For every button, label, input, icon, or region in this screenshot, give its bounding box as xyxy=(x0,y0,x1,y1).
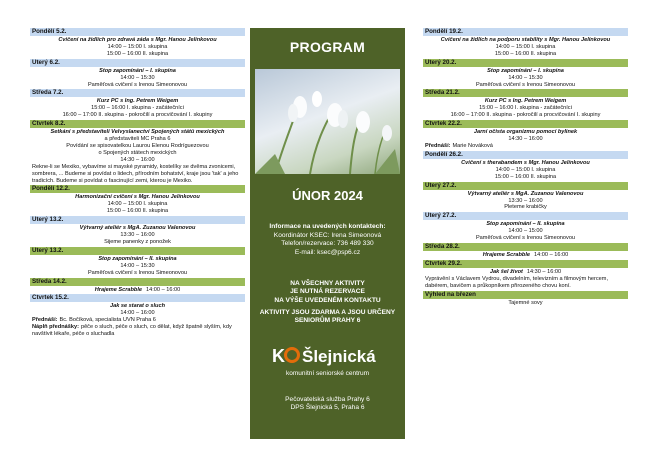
event-title: Kurz PC s Ing. Petrem Weigem xyxy=(96,98,179,105)
event-block xyxy=(423,260,628,291)
event-date: Středa 14.2. xyxy=(30,278,245,286)
event-body xyxy=(423,159,628,182)
event-line: 14:00 – 15:00 I. skupina xyxy=(495,166,556,173)
event-body xyxy=(30,255,245,278)
event-line: Paměťová cvičení s Irenou Simeonovou xyxy=(475,81,576,88)
event-block xyxy=(423,151,628,182)
event-date: Čtvrtek 22.2. xyxy=(423,120,628,128)
event-body xyxy=(30,67,245,90)
event-date: Úterý 13.2. xyxy=(30,247,245,255)
event-date: Úterý 13.2. xyxy=(30,216,245,224)
event-line: 16:00 – 17:00 II. skupina - pokročilí a procvičování I. skupiny xyxy=(62,112,213,119)
contact-info xyxy=(250,223,405,257)
event-title: Jak se starat o sluch xyxy=(109,303,166,310)
event-body xyxy=(30,193,245,216)
event-line: 13:30 – 16:00 xyxy=(120,232,155,239)
event-line: a představiteli MČ Praha 6 xyxy=(104,136,171,143)
event-date: Čtvrtek 8.2. xyxy=(30,120,245,128)
event-time: 14:30 – 16:00 xyxy=(526,268,562,275)
event-title: Setkání s představiteli Velvyslanectví Spojených států mexických xyxy=(50,129,225,136)
event-body xyxy=(423,36,628,59)
event-title: Stop zapomínání – I. skupina xyxy=(99,67,176,74)
notice-line-2: JE NUTNÁ REZERVACE xyxy=(290,288,365,296)
event-body xyxy=(423,190,628,213)
event-block xyxy=(30,216,245,247)
event-line: 14:00 – 15:00 I. skupina xyxy=(107,201,168,208)
event-body xyxy=(423,251,628,260)
event-block xyxy=(423,59,628,90)
event-time: 14:00 – 16:00 xyxy=(534,252,569,259)
notice-line-5: SENIORŮM PRAHY 6 xyxy=(294,317,361,325)
event-title: Výtvarný ateliér s MgA. Zuzanou Valenovou xyxy=(79,225,196,232)
event-line: Paměťová cvičení s Irenou Simeonovou xyxy=(87,269,188,276)
logo-name: Šlejnická xyxy=(302,347,376,366)
reservation-notice xyxy=(250,280,405,305)
event-line: 14:30 – 16:00 xyxy=(120,156,155,163)
event-time: 14:00 – 16:00 xyxy=(146,286,181,293)
event-line: 15:00 – 16:00 II. skupina xyxy=(106,50,169,57)
event-body xyxy=(30,224,245,247)
extra-label: Náplň přednášky: xyxy=(32,324,79,331)
extra-label: Přednáší: xyxy=(425,142,451,149)
event-line: 14:00 – 15:00 xyxy=(508,228,543,235)
event-date: Úterý 27.2. xyxy=(423,212,628,220)
event-date: Pondělí 26.2. xyxy=(423,151,628,159)
event-line: 14:00 – 16:00 xyxy=(120,310,155,317)
event-body xyxy=(30,97,245,120)
phone: Telefon/rezervace: 736 489 330 xyxy=(281,240,374,248)
event-body xyxy=(30,36,245,59)
event-line: 14:30 – 16:00 xyxy=(508,136,543,143)
event-title-row xyxy=(425,269,626,276)
event-title: Cvičení na židlích pro zdravá záda s Mgr. Hanou Jelínkovou xyxy=(58,37,217,43)
svg-text:K: K xyxy=(272,346,285,366)
event-date: Čtvrtek 15.2. xyxy=(30,294,245,302)
event-body xyxy=(423,268,628,291)
event-extra xyxy=(425,143,626,150)
event-body xyxy=(423,128,628,151)
event-body xyxy=(423,67,628,90)
event-block xyxy=(423,120,628,151)
event-title: Jarní očista organizmu pomocí bylinek xyxy=(473,129,578,136)
addr-line-1: Pečovatelská služba Prahy 6 xyxy=(285,396,370,403)
event-date: Pondělí 5.2. xyxy=(30,28,245,36)
event-block xyxy=(30,89,245,120)
right-column xyxy=(423,28,628,308)
event-block xyxy=(30,28,245,59)
event-body xyxy=(423,97,628,120)
event-date: Pondělí 12.2. xyxy=(30,185,245,193)
event-body xyxy=(423,220,628,243)
event-block xyxy=(30,247,245,278)
event-line: 15:00 – 16:00 II. skupina xyxy=(106,208,169,215)
event-body xyxy=(30,302,245,339)
program-title: PROGRAM xyxy=(289,39,366,55)
event-line: 15:00 – 16:00 I. skupina - začátečníci xyxy=(479,105,572,112)
event-line: 15:00 – 16:00 II. skupina xyxy=(494,173,557,180)
event-block xyxy=(423,89,628,120)
notice-line-1: NA VŠECHNY AKTIVITY xyxy=(290,280,365,287)
center-panel xyxy=(250,28,405,439)
event-date: Středa 7.2. xyxy=(30,89,245,97)
event-line: Tajemné sovy xyxy=(508,299,543,306)
event-date: Úterý 6.2. xyxy=(30,59,245,67)
event-line: 16:00 – 17:00 II. skupina - pokročilí a procvičování I. skupiny xyxy=(450,112,601,119)
addr-line-2: DPS Šlejnická 5, Praha 6 xyxy=(290,404,365,412)
event-title: Cvičení na židlích na podporu stability s Mgr. Hanou Jelínkovou xyxy=(440,37,611,43)
event-date: Výhled na březen xyxy=(423,291,628,299)
event-date: Pondělí 19.2. xyxy=(423,28,628,36)
event-line: 14:00 – 15:00 I. skupina xyxy=(495,43,556,50)
event-title-row xyxy=(32,287,243,294)
extra-label: Přednáší: xyxy=(32,317,58,324)
email: E-mail: ksec@psp6.cz xyxy=(294,248,361,256)
event-line: 14:00 – 15:30 xyxy=(120,262,155,269)
event-line: 14:00 – 15:30 xyxy=(120,74,155,81)
event-title: Cvičení s therabandem s Mgr. Hanou Jelínkovou xyxy=(461,159,590,166)
event-title: Jak šel život xyxy=(489,268,523,275)
event-line: Pleteme krabičky xyxy=(504,204,547,211)
event-title: Hrajeme Scrabble xyxy=(482,252,531,259)
event-title: Stop zapomínání – II. skupina xyxy=(98,255,177,262)
event-line: Paměťová cvičení s Irenou Simeonovou xyxy=(87,81,188,88)
event-title: Výtvarný ateliér s MgA. Zuzanou Valenovou xyxy=(467,190,584,197)
event-block xyxy=(423,212,628,243)
event-line: 15:00 – 16:00 II. skupina xyxy=(494,50,557,57)
event-extra xyxy=(32,324,243,338)
left-column xyxy=(30,28,245,339)
event-title: Kurz PC s Ing. Petrem Weigem xyxy=(484,98,567,105)
event-line: o Spojených státech mexických xyxy=(98,149,177,156)
event-block xyxy=(423,243,628,260)
event-line: Povídání se spisovatelkou Laurou Elenou Rodríguezovou xyxy=(66,142,209,149)
coordinator: Koordinátor KSEC: Irena Simeonová xyxy=(273,231,382,239)
snowdrop-photo xyxy=(255,69,400,174)
event-block xyxy=(30,278,245,295)
logo-sub: komunitní seniorské centrum xyxy=(286,370,370,377)
event-body xyxy=(30,286,245,295)
event-date: Čtvrtek 29.2. xyxy=(423,260,628,268)
event-line: 15:00 – 16:00 I. skupina - začátečníci xyxy=(91,105,184,112)
month-title: ÚNOR 2024 xyxy=(292,188,363,203)
event-description: Vyprávění s Václavem Vydrou, divadelním, televizním a filmovým hercem, dabérem, bavičem a průkopníkem přirozeného chovu koní. xyxy=(425,275,609,289)
event-title-row xyxy=(425,252,626,259)
event-block xyxy=(30,120,245,185)
event-block xyxy=(30,294,245,339)
event-extra xyxy=(32,317,243,324)
notice-line-3: NA VÝŠE UVEDENÉM KONTAKTU xyxy=(274,296,381,304)
extra-value: Bc. Bočíková, specialista ÚVN Praha 6 xyxy=(59,317,156,324)
free-notice xyxy=(250,309,405,326)
event-block xyxy=(423,291,628,308)
event-block xyxy=(30,185,245,216)
event-title: Stop zapomínání – II. skupina xyxy=(486,221,565,228)
event-line: Šijeme panenky z ponožek xyxy=(104,238,171,245)
event-line: 13:30 – 16:00 xyxy=(508,197,543,204)
event-block xyxy=(30,59,245,90)
event-block xyxy=(423,28,628,59)
event-block xyxy=(423,182,628,213)
event-body xyxy=(423,299,628,308)
extra-value: pěče o sluch, péče o sluch, co dělat, když špatně slyším, kdy navštívit lékaře, péče o sluchadla xyxy=(32,324,232,338)
event-line: Paměťová cvičení s Irenou Simeonovou xyxy=(475,235,576,242)
event-date: Úterý 20.2. xyxy=(423,59,628,67)
event-line: 14:00 – 15:30 xyxy=(508,74,543,81)
ksec-logo xyxy=(270,338,385,378)
event-date: Středa 21.2. xyxy=(423,89,628,97)
notice-line-4: AKTIVITY JSOU ZDARMA A JSOU URČENY xyxy=(259,309,396,316)
extra-value: Marie Nováková xyxy=(452,142,493,149)
address xyxy=(250,396,405,413)
event-date: Úterý 27.2. xyxy=(423,182,628,190)
event-description: Řekne-li se Mexiko, vybavíme si mayské pyramidy, kostelíky se dvěma zvonicemi, sombrera, ... Budeme si povídat o lidech, přírodním bohatství, kraje jsou 'tak' a jeho tradicích. Budeme si povídat o fascinující zemi, kterou je Mexiko. xyxy=(32,163,239,184)
event-title: Stop zapomínání – I. skupina xyxy=(487,67,564,74)
event-date: Středa 28.2. xyxy=(423,243,628,251)
info-title: Informace na uvedených kontaktech: xyxy=(269,223,386,230)
event-line: 14:00 – 15:00 I. skupina xyxy=(107,43,168,50)
event-body xyxy=(30,128,245,185)
event-title: Hrajeme Scrabble xyxy=(94,286,143,293)
event-title: Harmonizační cvičení s Mgr. Hanou Jelínkovou xyxy=(75,194,200,201)
